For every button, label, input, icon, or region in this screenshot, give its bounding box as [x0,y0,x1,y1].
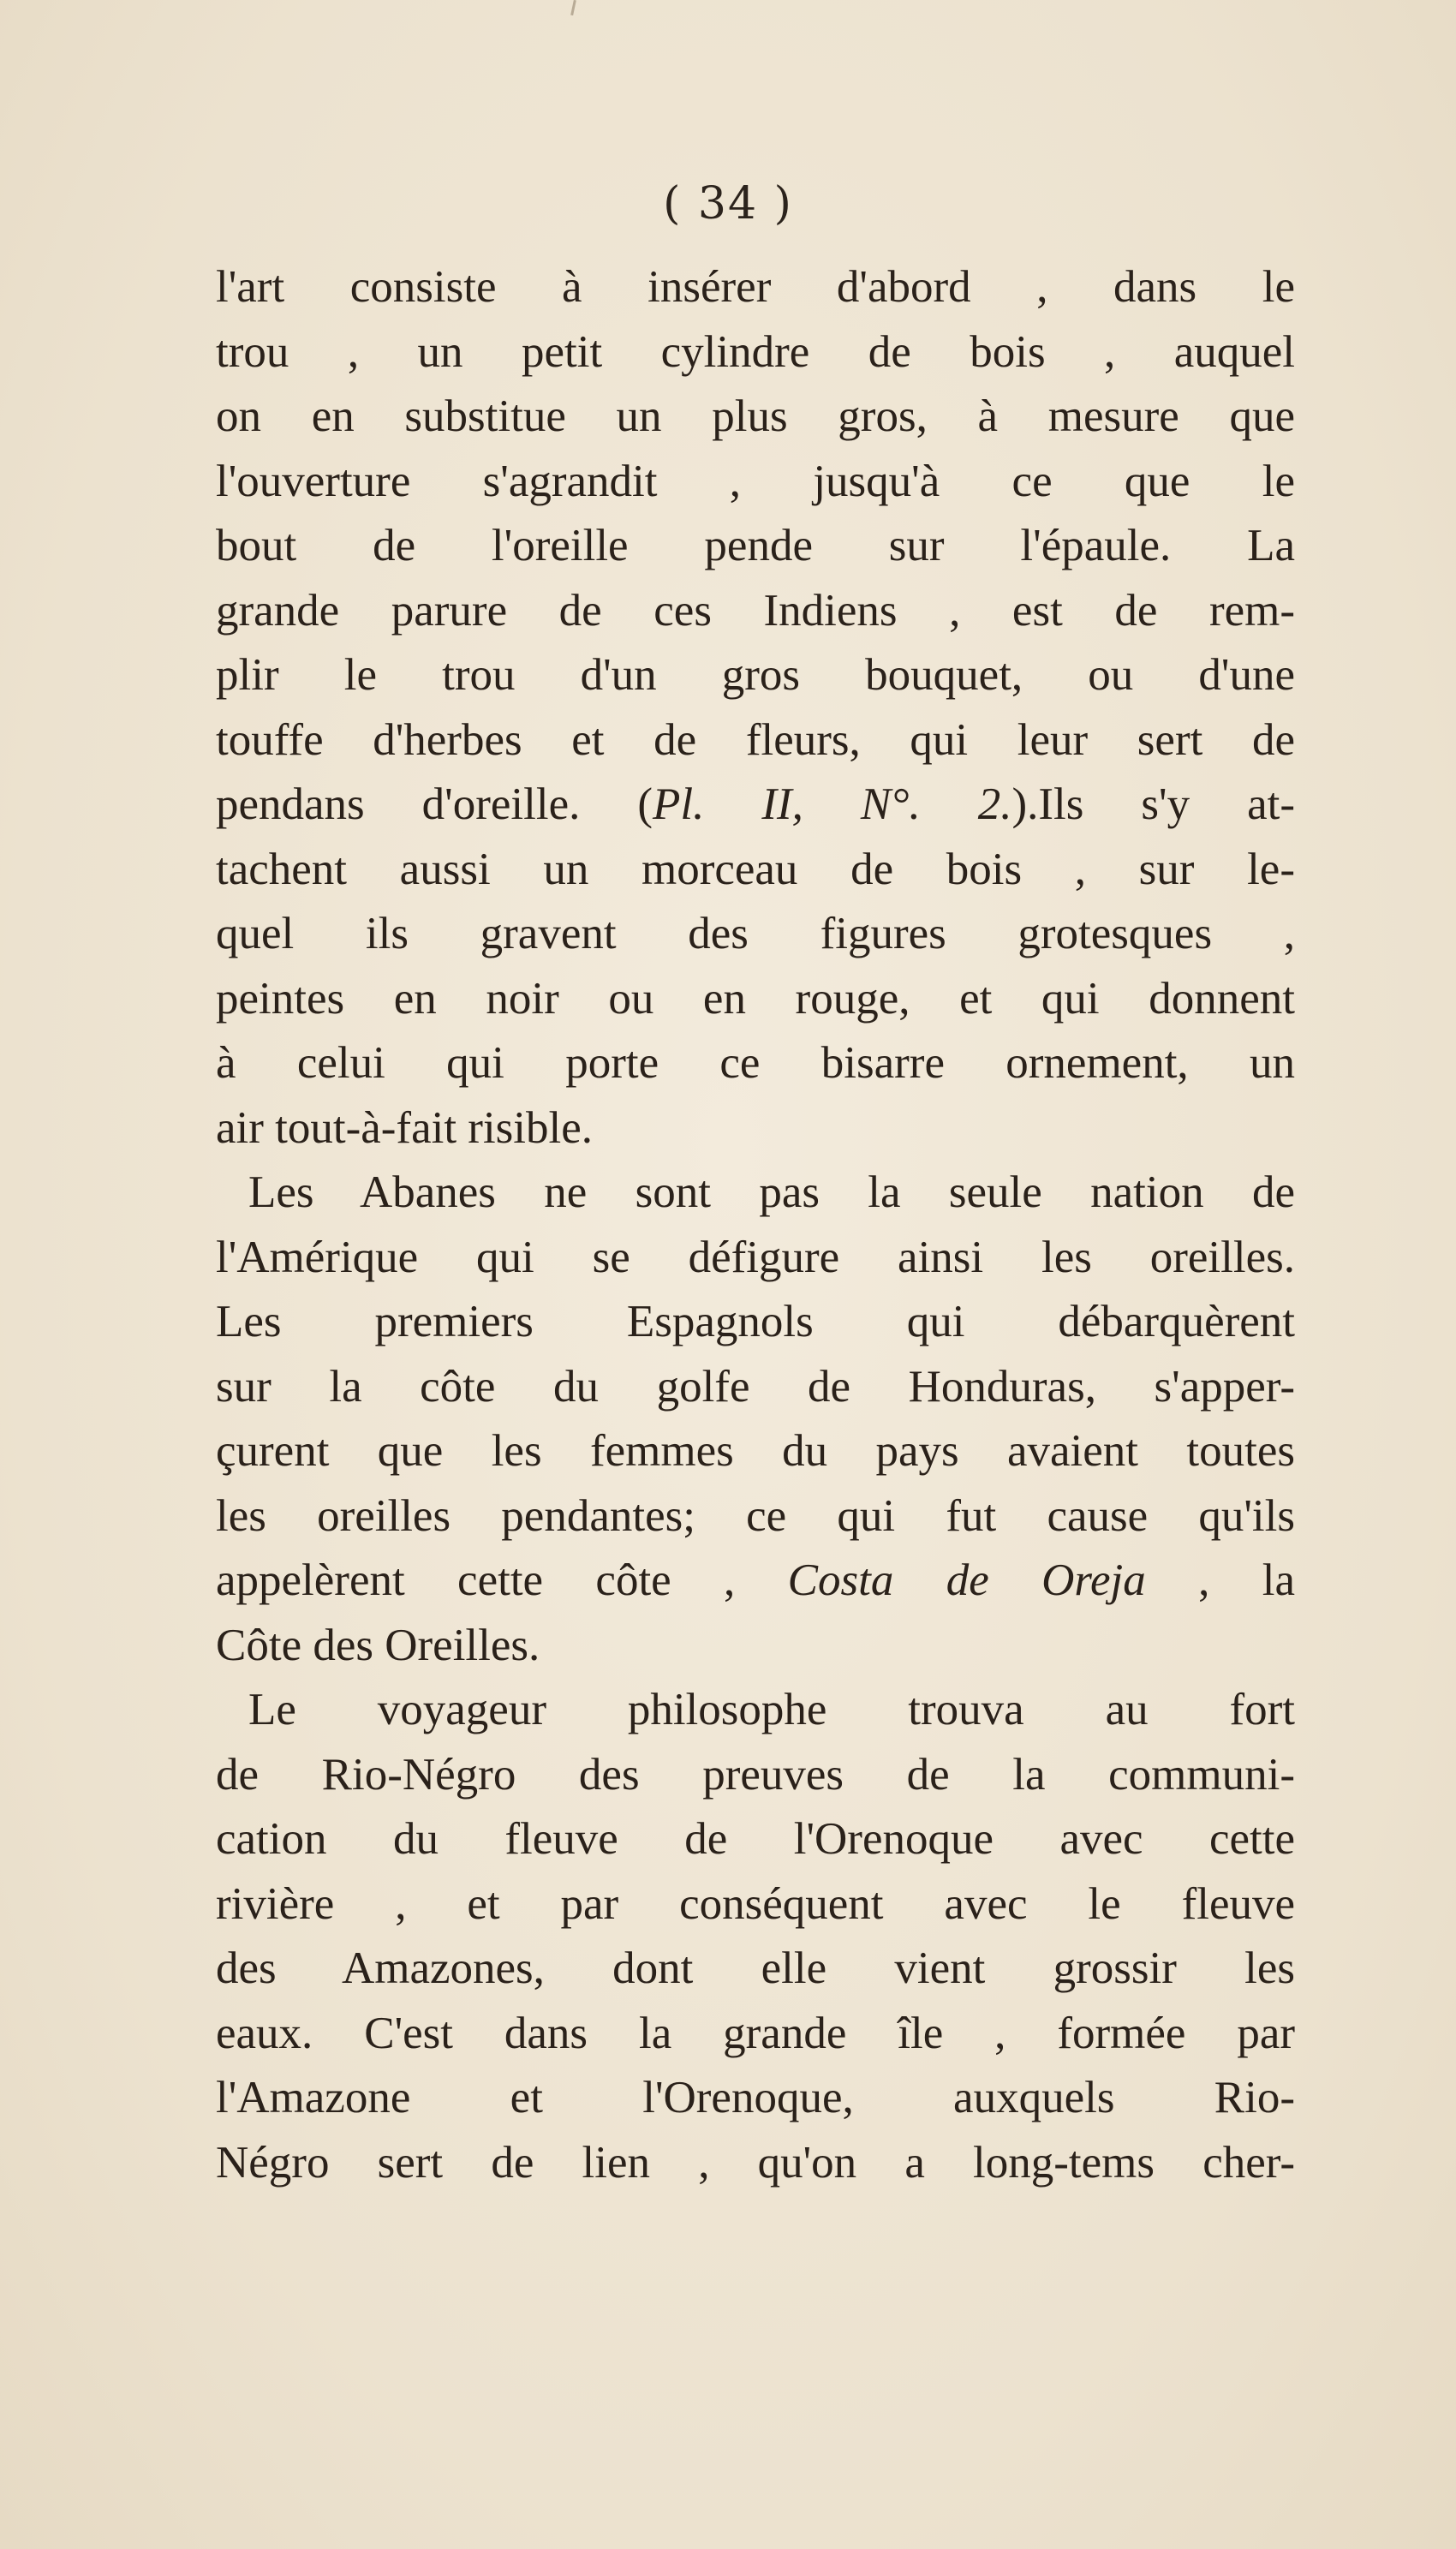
paper-mark [570,0,576,15]
text-line: touffe d'herbes et de fleurs, qui leur sert de [216,714,1295,765]
text-line: grande parure de ces Indiens , est de rem- [216,585,1295,636]
text-line: l'Amérique qui se défigure ainsi les oreilles. [216,1232,1295,1282]
text-line: l'art consiste à insérer d'abord , dans le [216,262,1295,312]
text-line-with-italic [216,1549,1295,1614]
text-line: on en substitue un plus gros, à mesure que [216,391,1295,441]
text-line: l'ouverture s'agrandit , jusqu'à ce que le [216,456,1295,506]
text-line: eaux. C'est dans la grande île , formée par [216,2008,1295,2058]
text-segment: , la [1198,1555,1295,1605]
text-line: rivière , et par conséquent avec le fleuve [216,1878,1295,1929]
text-line: air tout-à-fait risible. [216,1102,594,1153]
text-line-with-reference: pendans d'oreille. (Pl. II, N°. 2.).Ils s'y at- [216,779,1295,829]
italic-term: Costa de Oreja [787,1555,1146,1605]
text-segment: appelèrent cette côte , [216,1555,736,1605]
text-line: tachent aussi un morceau de bois , sur le- [216,844,1295,894]
text-line: sur la côte du golfe de Honduras, s'apper- [216,1361,1295,1412]
text-line: des Amazones, dont elle vient grossir les [216,1943,1295,1993]
text-line: les oreilles pendantes; ce qui fut cause qu'ils [216,1490,1295,1541]
text-line: Les premiers Espagnols qui débarquèrent [216,1297,1295,1346]
plate-reference: Pl. II, N°. 2. [653,779,1012,829]
text-line: Négro sert de lien , qu'on a long-tems cher- [216,2137,1295,2188]
text-line: peintes en noir ou en rouge, et qui donnent [216,973,1295,1024]
text-line: Côte des Oreilles. [216,1620,540,1670]
text-line: cation du fleuve de l'Orenoque avec cette [216,1814,1295,1864]
text-line: trou , un petit cylindre de bois , auquel [216,326,1295,377]
text-segment: pendans d'oreille. [216,779,581,829]
body-text [216,255,1295,2195]
text-segment: Ils s'y at- [1038,779,1295,829]
paragraph-start-line: Le voyageur philosophe trouva au fort [248,1685,1295,1734]
text-line: plir le trou d'un gros bouquet, ou d'une [216,650,1295,700]
text-line: çurent que les femmes du pays avaient toutes [216,1426,1295,1476]
page-number: ( 34 ) [663,178,793,230]
text-line: à celui qui porte ce bisarre ornement, un [216,1038,1295,1088]
text-line: l'Amazone et l'Orenoque, auxquels Rio- [216,2073,1295,2122]
text-line: bout de l'oreille pende sur l'épaule. La [216,521,1295,570]
text-line: de Rio-Négro des preuves de la communi- [216,1749,1295,1800]
text-line: quel ils gravent des figures grotesques , [216,909,1295,958]
paragraph-start-line: Les Abanes ne sont pas la seule nation de [248,1167,1295,1217]
